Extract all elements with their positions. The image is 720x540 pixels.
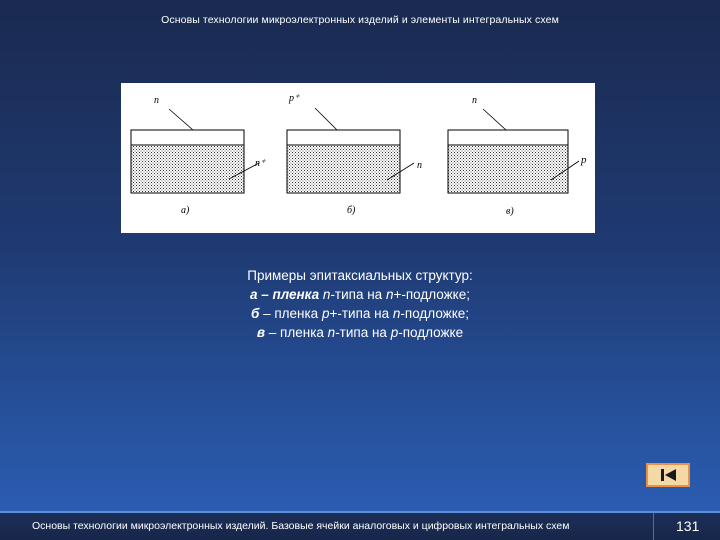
- panel-b-sub-label: б): [347, 205, 356, 216]
- figure-caption: [0, 266, 720, 342]
- caption-line-2: [0, 285, 720, 304]
- caption-line-3-prefix: б: [250, 306, 260, 321]
- panel-a-side-label: n⁺: [255, 158, 266, 169]
- caption-line-4-mid: -типа на: [335, 325, 387, 340]
- caption-line-2-prefix: а – пленка: [249, 287, 320, 302]
- caption-line-2-end: +-подложке;: [393, 287, 470, 302]
- caption-line-2-n1: n: [322, 287, 331, 302]
- panel-c: [448, 95, 587, 217]
- go-to-start-button[interactable]: [646, 463, 690, 487]
- panel-c-sub-label: в): [506, 206, 514, 217]
- caption-line-2-mid: -типа на: [330, 287, 383, 302]
- caption-line-4-prefix: в: [256, 325, 266, 340]
- panel-a-sub-label: а): [181, 205, 190, 216]
- footer-separator: [653, 513, 654, 540]
- caption-line-4: [0, 323, 720, 342]
- caption-line-4-p1: p: [390, 325, 399, 340]
- caption-line-2-n2: n: [385, 287, 394, 302]
- caption-line-3-p1: p: [321, 306, 330, 321]
- caption-line-4-dash: – пленка: [265, 325, 324, 340]
- panel-a-top-label: n: [154, 95, 159, 106]
- panel-b-top-label: p⁺: [289, 93, 300, 104]
- slide-title: Основы технологии микроэлектронных изделий и элементы интегральных схем: [161, 14, 559, 26]
- panel-b: [287, 93, 422, 216]
- caption-line-4-end: -подложке: [398, 325, 464, 340]
- footer-text: Основы технологии микроэлектронных изделий. Базовые ячейки аналоговых и цифровых интегральных схем: [32, 520, 570, 532]
- skip-to-start-icon: [659, 468, 679, 482]
- page-number: 131: [676, 518, 700, 534]
- panel-b-side-label: n: [417, 160, 422, 171]
- figure-drawing: [121, 83, 595, 233]
- panel-c-side-label: p: [581, 154, 587, 166]
- caption-line-1: Примеры эпитаксиальных структур:: [247, 268, 473, 283]
- caption-line-4-n1: n: [327, 325, 336, 340]
- panel-c-top-label: n: [472, 95, 477, 106]
- caption-line-3-dash: – пленка: [259, 306, 319, 321]
- panel-a: [131, 95, 266, 216]
- caption-line-3-mid: +-типа на: [329, 306, 390, 321]
- caption-line-3: [0, 304, 720, 323]
- caption-line-3-end: -подложке;: [400, 306, 470, 321]
- caption-line-3-n1: n: [392, 306, 401, 321]
- epitaxial-structures-figure: [121, 83, 595, 233]
